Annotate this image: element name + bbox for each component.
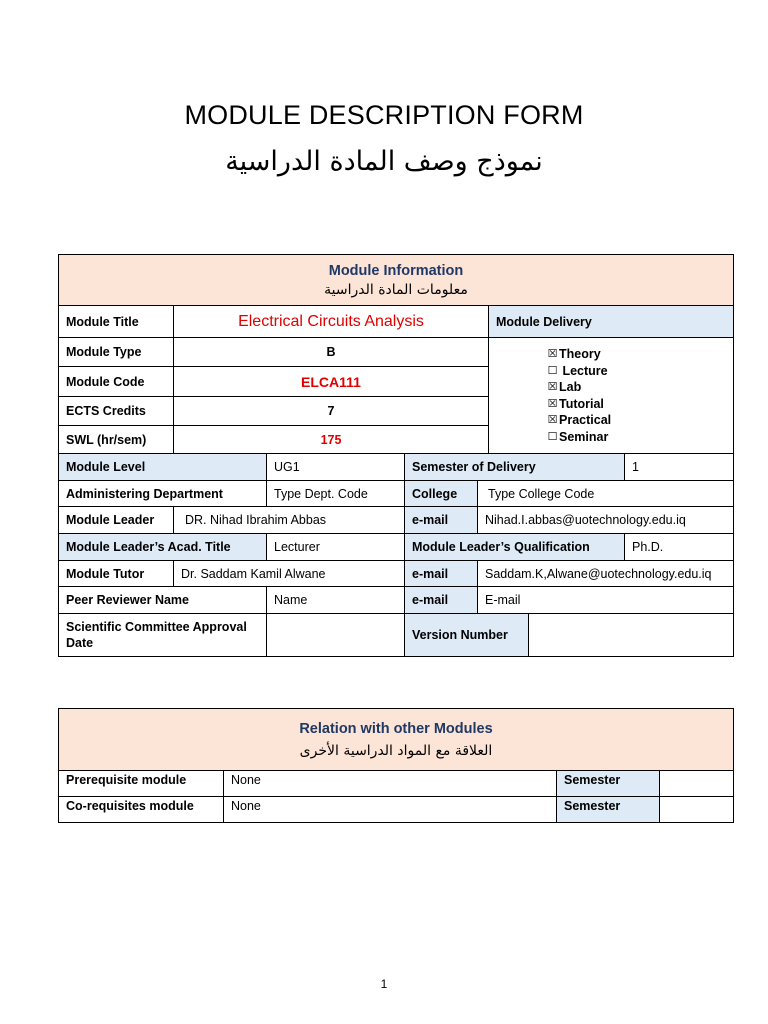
leader-qualification-label: Module Leader’s Qualification bbox=[404, 533, 625, 561]
committee-approval-value bbox=[266, 613, 405, 657]
college-value: Type College Code bbox=[477, 480, 734, 507]
unchecked-box-icon[interactable]: ☐ bbox=[547, 430, 558, 443]
delivery-item bbox=[547, 429, 611, 446]
leader-email-value: Nihad.I.abbas@uotechnology.edu.iq bbox=[477, 506, 734, 534]
module-info-header bbox=[58, 254, 734, 306]
module-tutor-value: Dr. Saddam Kamil Alwane bbox=[173, 560, 405, 587]
unchecked-box-icon[interactable]: ☐ bbox=[547, 364, 558, 377]
module-leader-value: DR. Nihad Ibrahim Abbas bbox=[173, 506, 405, 534]
delivery-item bbox=[547, 396, 611, 413]
delivery-item bbox=[547, 363, 611, 380]
leader-email-label: e-mail bbox=[404, 506, 478, 534]
corequisite-label: Co-requisites module bbox=[58, 796, 224, 823]
tutor-email-value: Saddam.K,Alwane@uotechnology.edu.iq bbox=[477, 560, 734, 587]
delivery-item-label: Lecture bbox=[559, 363, 608, 378]
relation-heading-arabic: العلاقة مع المواد الدراسية الأخرى bbox=[299, 742, 493, 759]
delivery-checklist bbox=[488, 337, 734, 454]
reviewer-email-value: E-mail bbox=[477, 586, 734, 614]
relation-heading: Relation with other Modules bbox=[299, 720, 493, 737]
semester-of-delivery-value: 1 bbox=[624, 453, 734, 481]
form-title-arabic: نموذج وصف المادة الدراسية bbox=[225, 146, 543, 177]
version-number-label: Version Number bbox=[404, 613, 529, 657]
module-type-label: Module Type bbox=[58, 337, 174, 367]
version-number-value bbox=[528, 613, 734, 657]
leader-acad-title-label: Module Leader’s Acad. Title bbox=[58, 533, 267, 561]
delivery-item-label: Lab bbox=[559, 380, 582, 394]
form-title: MODULE DESCRIPTION FORM bbox=[184, 100, 584, 130]
prerequisite-semester-value bbox=[659, 770, 734, 797]
module-type-value: B bbox=[173, 337, 489, 367]
module-title-label: Module Title bbox=[58, 305, 174, 338]
administering-department-label: Administering Department bbox=[58, 480, 267, 507]
leader-acad-title-value: Lecturer bbox=[266, 533, 405, 561]
delivery-item-label: Tutorial bbox=[559, 396, 604, 411]
ects-credits-value: 7 bbox=[173, 396, 489, 426]
tutor-email-label: e-mail bbox=[404, 560, 478, 587]
checked-box-icon[interactable]: ☒ bbox=[547, 397, 558, 410]
relation-header bbox=[58, 708, 734, 771]
delivery-item-label: Seminar bbox=[559, 429, 609, 444]
delivery-item-label: Practical bbox=[559, 413, 612, 427]
college-label: College bbox=[404, 480, 478, 507]
page-number: 1 bbox=[380, 977, 388, 991]
prerequisite-label: Prerequisite module bbox=[58, 770, 224, 797]
checked-box-icon[interactable]: ☒ bbox=[547, 381, 558, 393]
ects-credits-label: ECTS Credits bbox=[58, 396, 174, 426]
corequisite-value: None bbox=[223, 796, 557, 823]
module-title-value: Electrical Circuits Analysis bbox=[173, 305, 489, 338]
delivery-item bbox=[547, 379, 611, 396]
swl-value: 175 bbox=[173, 425, 489, 454]
module-code-value: ELCA111 bbox=[173, 366, 489, 397]
semester-of-delivery-label: Semester of Delivery bbox=[404, 453, 625, 481]
module-tutor-label: Module Tutor bbox=[58, 560, 174, 587]
administering-department-value: Type Dept. Code bbox=[266, 480, 405, 507]
delivery-item-label: Theory bbox=[559, 347, 601, 361]
delivery-item bbox=[547, 412, 611, 429]
prerequisite-semester-label: Semester bbox=[556, 770, 660, 797]
module-level-label: Module Level bbox=[58, 453, 267, 481]
module-level-value: UG1 bbox=[266, 453, 405, 481]
corequisite-semester-value bbox=[659, 796, 734, 823]
reviewer-email-label: e-mail bbox=[404, 586, 478, 614]
module-code-label: Module Code bbox=[58, 366, 174, 397]
delivery-item bbox=[547, 346, 611, 363]
peer-reviewer-value: Name bbox=[266, 586, 405, 614]
module-delivery-label: Module Delivery bbox=[488, 305, 734, 338]
committee-approval-label: Scientific Committee Approval Date bbox=[58, 613, 267, 657]
corequisite-semester-label: Semester bbox=[556, 796, 660, 823]
module-info-heading-arabic: معلومات المادة الدراسية bbox=[324, 281, 468, 298]
leader-qualification-value: Ph.D. bbox=[624, 533, 734, 561]
prerequisite-value: None bbox=[223, 770, 557, 797]
module-info-heading: Module Information bbox=[328, 262, 464, 279]
checked-box-icon[interactable]: ☒ bbox=[547, 414, 558, 426]
checked-box-icon[interactable]: ☒ bbox=[547, 348, 558, 360]
module-leader-label: Module Leader bbox=[58, 506, 174, 534]
peer-reviewer-label: Peer Reviewer Name bbox=[58, 586, 267, 614]
swl-label: SWL (hr/sem) bbox=[58, 425, 174, 454]
